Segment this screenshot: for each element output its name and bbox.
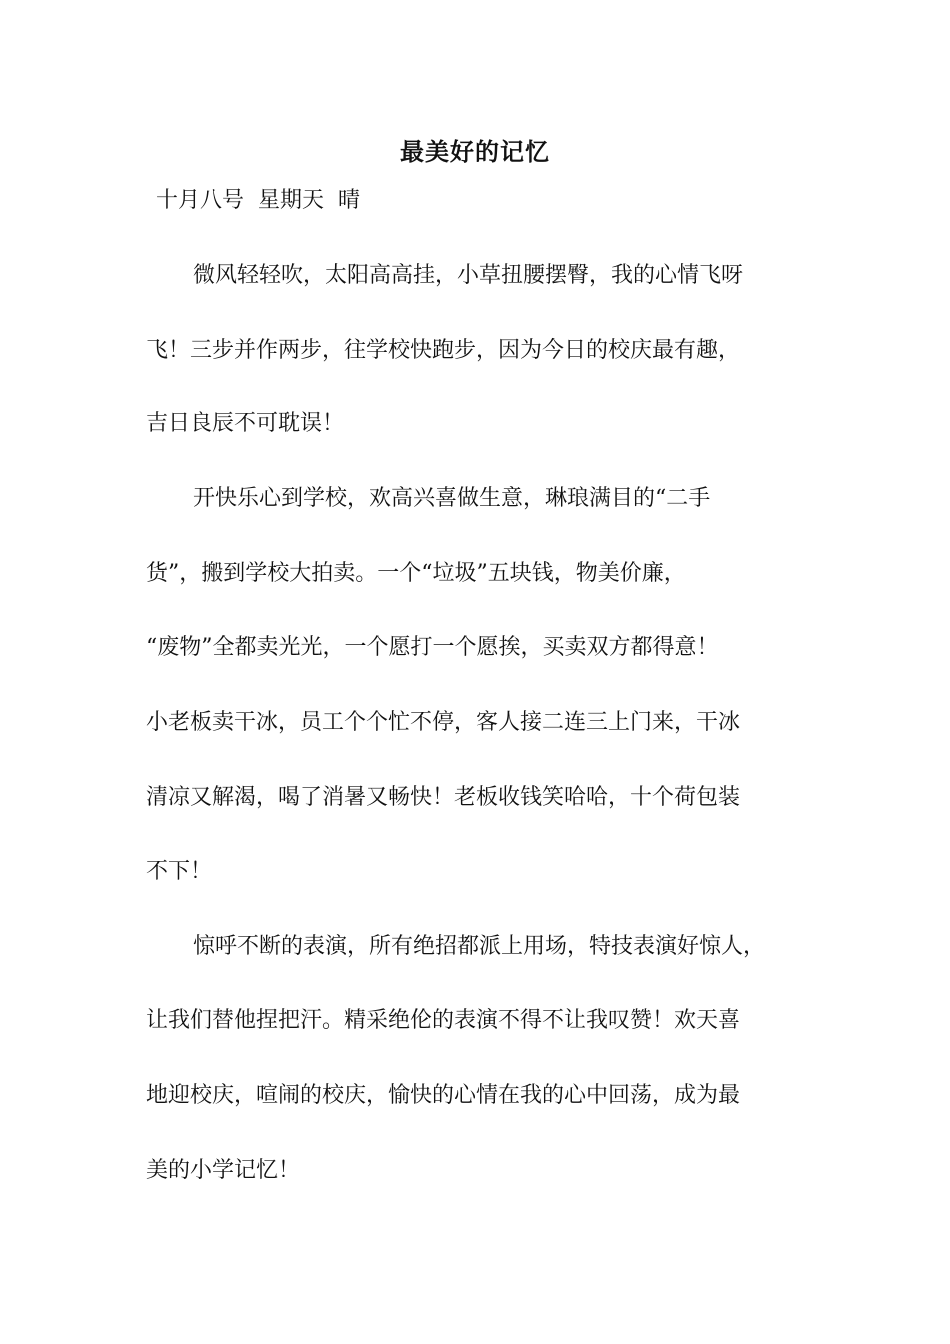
body-line: 地迎校庆，喧闹的校庆，愉快的心情在我的心中回荡，成为最 bbox=[146, 1083, 741, 1108]
document-title: 最美好的记忆 bbox=[400, 137, 550, 166]
body-line: 吉日良辰不可耽误！ bbox=[146, 411, 345, 436]
body-line: 货”，搬到学校大拍卖。一个“垃圾”五块钱，物美价廉， bbox=[146, 561, 686, 586]
body-line: 飞！三步并作两步，往学校快跑步，因为今日的校庆最有趣， bbox=[146, 338, 741, 363]
body-line: 不下！ bbox=[146, 859, 213, 884]
body-line: “废物”全都卖光光，一个愿打一个愿挨，买卖双方都得意！ bbox=[146, 635, 719, 660]
body-line: 惊呼不断的表演，所有绝招都派上用场，特技表演好惊人， bbox=[193, 934, 766, 959]
dateline: 十月八号 星期天 晴 bbox=[156, 188, 360, 213]
body-line: 开快乐心到学校，欢高兴喜做生意，琳琅满目的“二手 bbox=[193, 486, 711, 511]
body-line: 微风轻轻吹，太阳高高挂，小草扭腰摆臀，我的心情飞呀 bbox=[193, 263, 744, 288]
body-line: 美的小学记忆！ bbox=[146, 1158, 301, 1183]
body-line: 小老板卖干冰，员工个个忙不停，客人接二连三上门来，干冰 bbox=[146, 710, 741, 735]
body-line: 清凉又解渴，喝了消暑又畅快！老板收钱笑哈哈，十个荷包装 bbox=[146, 785, 741, 810]
body-line: 让我们替他捏把汗。精采绝伦的表演不得不让我叹赞！欢天喜 bbox=[146, 1008, 741, 1033]
